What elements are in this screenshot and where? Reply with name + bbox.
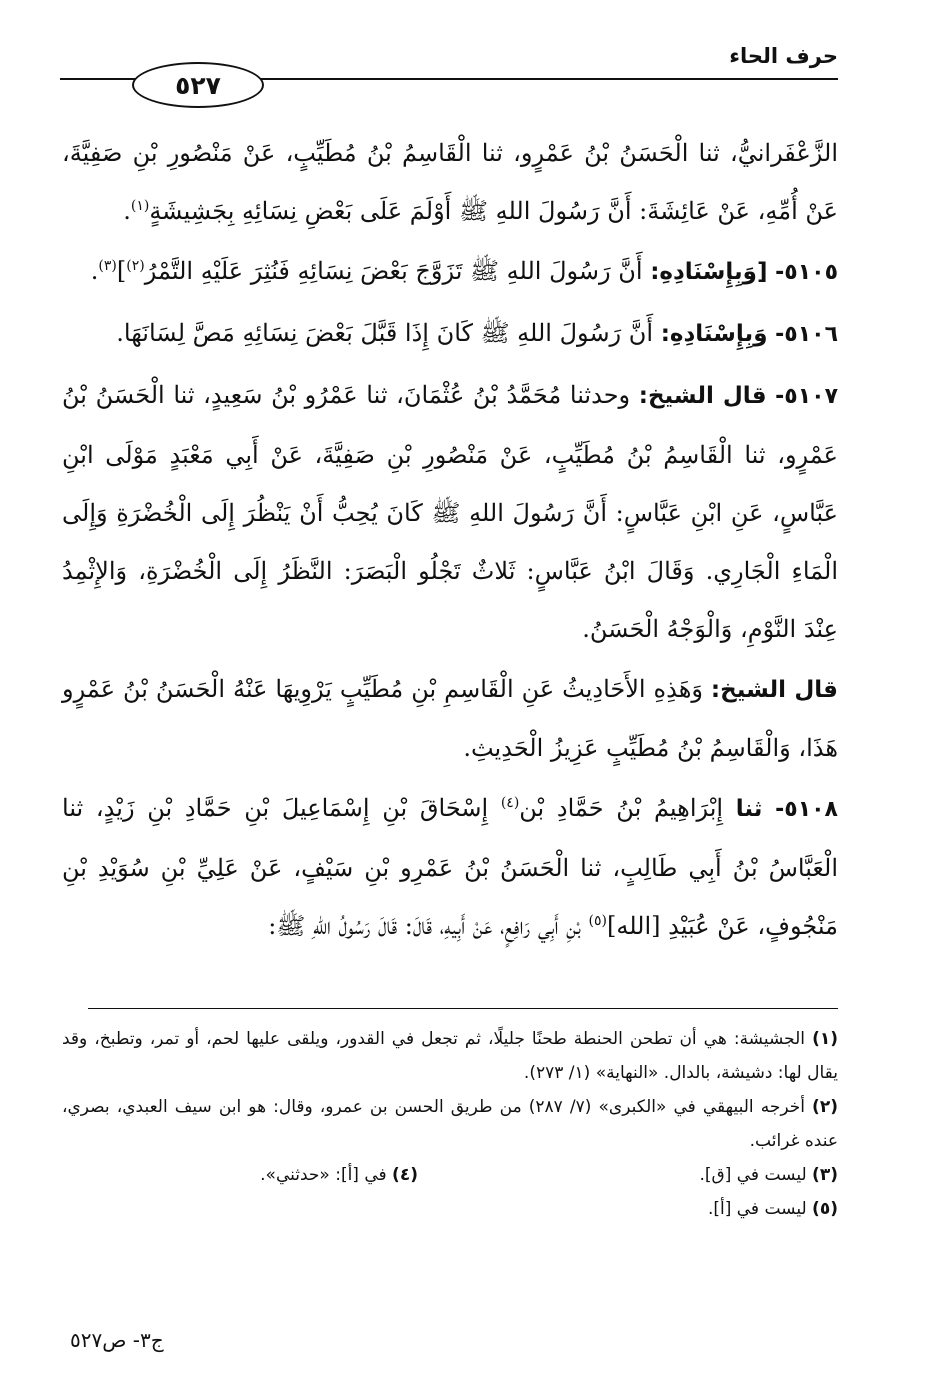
footnote-ref: (٢) [126, 258, 145, 274]
footnote-text: أخرجه البيهقي في «الكبرى» (٧/ ٢٨٧) من طريق الحسن بن عمرو، وقال: هو ابن سيف العبدي، بصري، عنده غرائب. [62, 1097, 838, 1151]
page-header [60, 40, 838, 110]
hadith-text: وحدثنا مُحَمَّدُ بْنُ عُثْمَانَ، ثنا عَمْرُو بْنُ سَعِيدٍ، ثنا الْحَسَنُ بْنُ عَمْرٍو، ثنا الْقَاسِمُ بْنُ مُطَيِّبٍ، عَنْ مَنْصُورِ بْنِ صَفِيَّةَ، عَنْ أَبِي مَعْبَدٍ مَوْلَى ابْنِ عَبَّاسٍ، عَنِ ابْنِ عَبَّاسٍ: أَنَّ رَسُولَ اللهِ ﷺ كَانَ يُحِبُّ أَنْ يَنْظُرَ إِلَى الْخُضْرَةِ وَإِلَى الْمَاءِ الْجَارِي. وَقَالَ ابْنُ عَبَّاسٍ: ثَلاثٌ تَجْلُو الْبَصَرَ: النَّظَرُ إِلَى الْخُضْرَةِ، وَالإِثْمِدُ عِنْدَ النَّوْمِ، وَالْوَجْهُ الْحَسَنُ. [62, 381, 838, 643]
main-text [62, 124, 838, 957]
footnote-number: (٣) [812, 1165, 838, 1185]
footnote-row [62, 1158, 838, 1192]
volume-page-reference: ج٣- ص٥٢٧ [70, 1328, 164, 1352]
hadith-text-cont: إِسْحَاقَ بْنِ إِسْمَاعِيلَ بْنِ حَمَّادِ بْنِ زَيْدٍ، ثنا الْعَبَّاسُ بْنُ أَبِي طَالِبٍ، ثنا الْحَسَنُ بْنُ عَمْرِو بْنِ سَيْفٍ، عَنْ عَلِيِّ بْنِ سُوَيْدِ بْنِ مَنْجُوفٍ، عَنْ عُبَيْدِ [الله] [62, 794, 838, 940]
footnote-number: (٢) [812, 1097, 838, 1117]
hadith-tail: . [90, 257, 99, 285]
hadith-text: أَنَّ رَسُولَ اللهِ ﷺ تَزَوَّجَ بَعْضَ نِسَائِهِ فَنُثِرَ عَلَيْهِ التَّمْرُ [144, 257, 643, 285]
hadith-5107 [62, 366, 838, 658]
hadith-number: ٥١٠٧- [775, 384, 838, 409]
comment-lead: قال الشيخ: [710, 677, 838, 703]
footnote-3 [418, 1158, 838, 1192]
hadith-text-end: بْنِ أَبِي رَافِعٍ، عَنْ أَبِيهِ، قَالَ: قَالَ رَسُولُ اللهِ ﷺ: [268, 912, 581, 940]
hadith-5108 [62, 779, 838, 955]
footnote-ref: (٣) [98, 258, 117, 274]
hadith-lead: ثنا [735, 796, 763, 822]
hadith-number: ٥١٠٥- [775, 260, 838, 285]
page-number-badge [132, 62, 264, 108]
footnote-number: (١) [812, 1029, 839, 1049]
hadith-text: إِبْرَاهِيمُ بْنُ حَمَّادِ بْن [519, 794, 724, 822]
footnote-text: الجشيشة: هي أن تطحن الحنطة طحنًا جليلًا، ثم تجعل في القدور، ويلقى عليها لحم، أو تمر، وتطبخ، وقد يقال لها: دشيشة، بالدال. «النهاية» (١/ ٢٧٣). [62, 1029, 838, 1083]
hadith-lead: وَبِإِسْنَادِهِ: [660, 321, 768, 347]
chapter-title: حرف الحاء [729, 44, 838, 68]
hadith-lead: [وَبِإِسْنَادِهِ: [650, 259, 768, 285]
footnote-divider [88, 1008, 838, 1009]
footnote-number: (٥) [812, 1199, 838, 1219]
paragraph-text: الزَّعْفَرانيُّ، ثنا الْحَسَنُ بْنُ عَمْرٍو، ثنا الْقَاسِمُ بْنُ مُطَيِّبٍ، عَنْ مَنْصُورِ بْنِ صَفِيَّةَ، عَنْ أُمِّهِ، عَنْ عَائِشَةَ: أَنَّ رَسُولَ اللهِ ﷺ أَوْلَمَ عَلَى بَعْضِ نِسَائِهِ بِجَشِيشَةٍ [62, 139, 838, 225]
comment-text: وَهَذِهِ الأَحَادِيثُ عَنِ الْقَاسِمِ بْنِ مُطَيِّبٍ يَرْوِيهَا عَنْهُ الْحَسَنُ بْنُ عَمْرٍو هَذَا، وَالْقَاسِمُ بْنُ مُطَيِّبٍ عَزِيزُ الْحَدِيثِ. [62, 675, 838, 762]
hadith-text: أَنَّ رَسُولَ اللهِ ﷺ كَانَ إِذَا قَبَّلَ بَعْضَ نِسَائِهِ مَصَّ لِسَانَهَا. [116, 319, 654, 347]
footnote-text: في [أ]: «حدثني». [260, 1165, 387, 1185]
footnote-5 [62, 1192, 838, 1226]
footnote-4 [260, 1158, 418, 1192]
footnote-ref: (١) [130, 198, 150, 214]
footnote-ref: (٤) [500, 795, 520, 811]
page-number: ٥٢٧ [175, 70, 221, 100]
footnotes [62, 1022, 838, 1226]
hadith-tail: ] [116, 257, 127, 285]
paragraph-continuation [62, 124, 838, 240]
footnote-text: ليست في [أ]. [707, 1199, 807, 1219]
hadith-number: ٥١٠٨- [775, 797, 838, 822]
footnote-2 [62, 1090, 838, 1158]
footnote-number: (٤) [392, 1165, 418, 1185]
hadith-5105 [62, 242, 838, 302]
footnote-1 [62, 1022, 838, 1090]
hadith-number: ٥١٠٦- [775, 322, 838, 347]
footnote-text: ليست في [ق]. [699, 1165, 807, 1185]
sheikh-comment [62, 660, 838, 777]
footnote-ref: (٥) [588, 913, 607, 929]
hadith-lead: قال الشيخ: [638, 383, 767, 409]
hadith-5106 [62, 304, 838, 364]
paragraph-tail: . [123, 197, 131, 225]
